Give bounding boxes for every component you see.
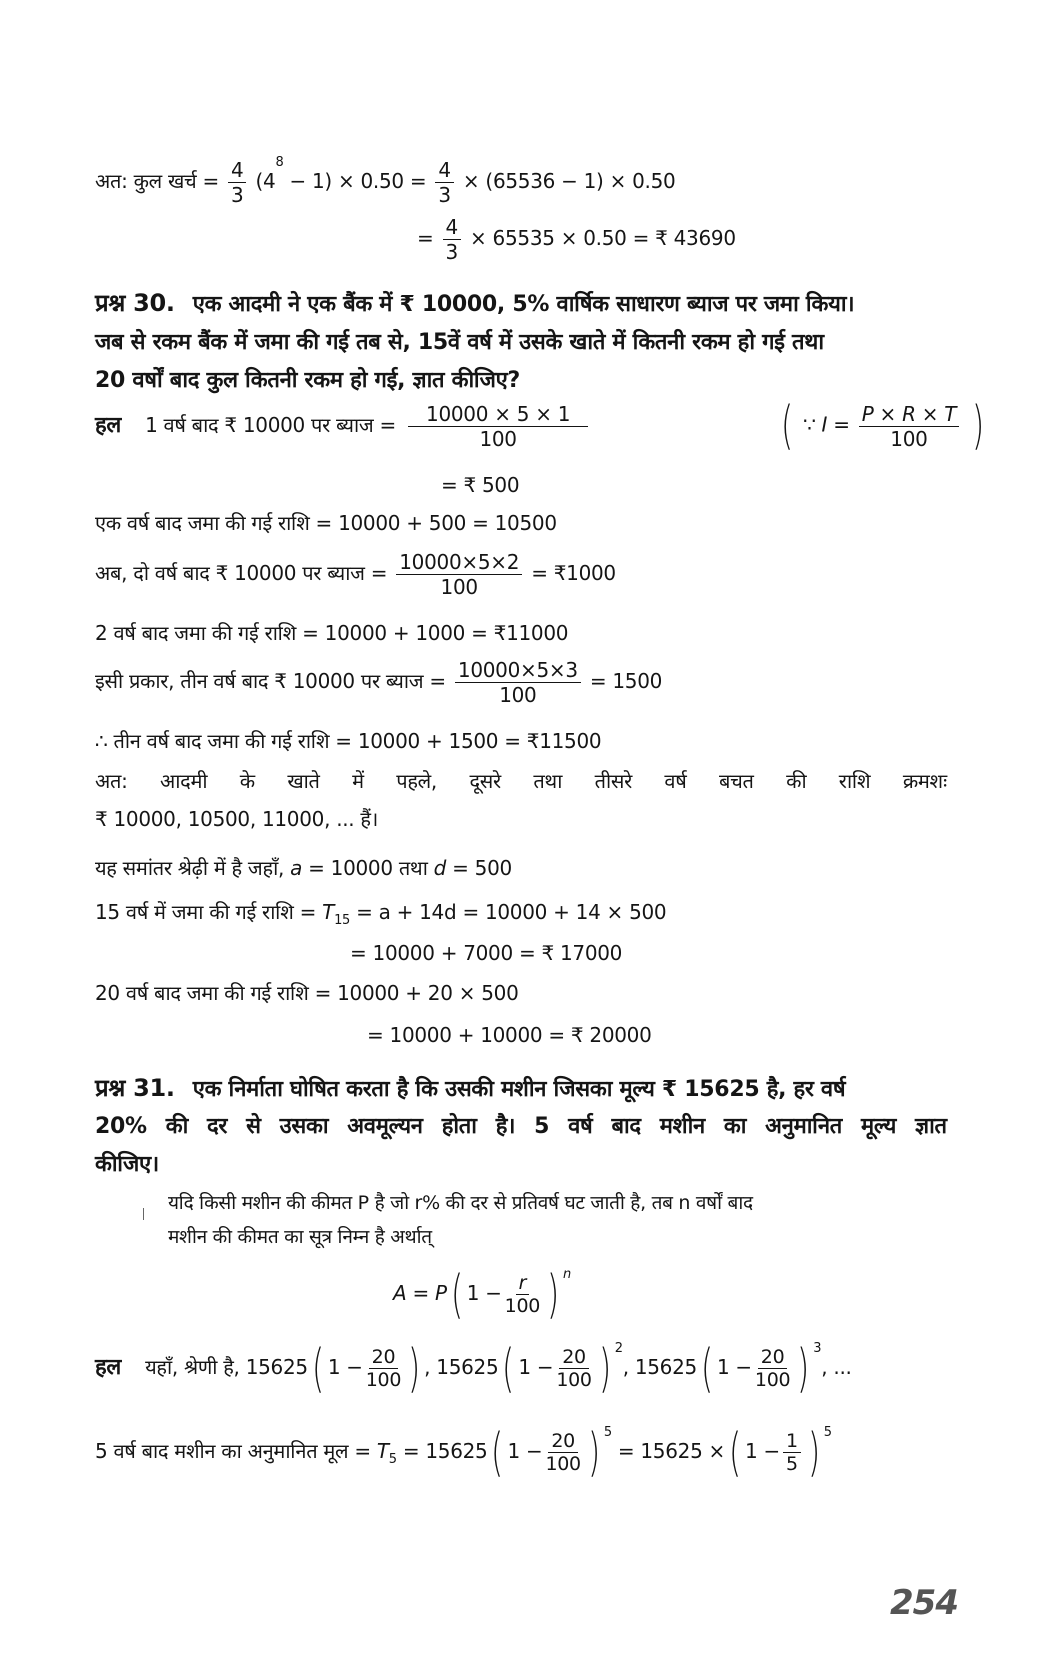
left-paren: ( bbox=[311, 1338, 324, 1399]
exponent: 5 bbox=[603, 1425, 612, 1440]
denominator: 100 bbox=[556, 1369, 592, 1391]
right-paren: ) bbox=[797, 1338, 810, 1399]
text: 1 − bbox=[507, 1439, 543, 1463]
word: मशीन bbox=[659, 1114, 705, 1139]
denominator: 3 bbox=[438, 183, 451, 207]
right-paren: ) bbox=[972, 396, 985, 456]
numerator: 10000×5×2 bbox=[396, 550, 522, 575]
question-label: प्रश्न 31. bbox=[95, 1074, 175, 1102]
q30-s13 bbox=[367, 1022, 652, 1048]
q30-line-2 bbox=[95, 330, 824, 356]
q30-s10 bbox=[95, 899, 666, 934]
left-paren: ( bbox=[700, 1338, 713, 1399]
text: 20 वर्ष बाद जमा की गई राशि = 10000 + 20 × 500 bbox=[95, 981, 519, 1005]
exponent: 2 bbox=[614, 1341, 623, 1356]
numerator: 1 bbox=[783, 1430, 801, 1453]
text: = bbox=[417, 226, 434, 250]
fraction bbox=[783, 1430, 801, 1475]
denominator: 100 bbox=[499, 683, 537, 707]
q31-line-3 bbox=[95, 1152, 159, 1178]
solution-label: हल bbox=[95, 1355, 121, 1380]
prev-answer-line-2 bbox=[417, 215, 736, 264]
text: अब, दो वर्ष बाद ₹ 10000 पर ब्याज = bbox=[95, 561, 388, 585]
q30-solution-step-1 bbox=[95, 402, 591, 451]
right-paren: ) bbox=[547, 1264, 560, 1325]
variable-d: d bbox=[433, 856, 447, 880]
word: अनुमानित bbox=[765, 1114, 842, 1139]
word: से bbox=[246, 1114, 261, 1139]
text: = bbox=[354, 1439, 371, 1463]
numerator: 10000 × 5 × 1 bbox=[408, 402, 588, 427]
fraction bbox=[505, 1272, 540, 1317]
text: 1 − bbox=[745, 1439, 780, 1463]
text: 5 वर्ष बाद मशीन का अनुमानित मूल bbox=[95, 1439, 349, 1463]
fraction bbox=[366, 1346, 401, 1391]
word: बचत bbox=[718, 769, 754, 793]
numerator: 4 bbox=[435, 158, 453, 183]
left-paren: ( bbox=[450, 1264, 463, 1325]
exponent: n bbox=[563, 1267, 571, 1282]
word: का bbox=[723, 1114, 747, 1139]
note-text: यदि किसी मशीन की कीमत P है जो r% की दर से प्रतिवर्ष घट जाती है, तब n वर्षों बाद bbox=[168, 1192, 753, 1214]
numerator: 4 bbox=[228, 158, 246, 183]
word: दर bbox=[207, 1114, 228, 1139]
word: तीसरे bbox=[594, 769, 632, 793]
question-text: जब से रकम बैंक में जमा की गई तब से, 15वें वर्ष में उसके खाते में कितनी रकम हो गई तथा bbox=[95, 330, 824, 355]
numerator: P × R × T bbox=[859, 402, 959, 427]
fraction bbox=[443, 215, 461, 264]
denominator: 100 bbox=[479, 427, 517, 451]
fraction bbox=[859, 402, 959, 451]
interest-formula bbox=[777, 396, 988, 456]
denominator: 3 bbox=[231, 183, 244, 207]
formula-lhs: A = P bbox=[393, 1281, 447, 1305]
text: 1 − bbox=[716, 1355, 752, 1379]
numerator: 10000×5×3 bbox=[455, 658, 581, 683]
text: = 10000 तथा bbox=[308, 856, 428, 880]
denominator: 100 bbox=[545, 1453, 581, 1475]
right-paren: ) bbox=[807, 1422, 820, 1483]
text: 1 − bbox=[327, 1355, 363, 1379]
word: तथा bbox=[533, 769, 563, 793]
word: पहले, bbox=[396, 769, 437, 793]
fraction bbox=[396, 550, 522, 599]
text: , ... bbox=[821, 1355, 852, 1379]
text: एक वर्ष बाद जमा की गई राशि = 10000 + 500 = 10500 bbox=[95, 511, 557, 535]
word: राशि bbox=[838, 769, 871, 793]
word: के bbox=[239, 769, 255, 793]
word: 20% bbox=[95, 1114, 147, 1139]
denominator: 3 bbox=[445, 240, 458, 264]
text: (4 bbox=[255, 169, 276, 193]
word: है। bbox=[495, 1114, 516, 1139]
q30-line-1 bbox=[95, 290, 854, 318]
question-label: प्रश्न 30. bbox=[95, 289, 175, 317]
fraction bbox=[556, 1346, 591, 1391]
fraction bbox=[455, 658, 581, 707]
word: की bbox=[165, 1114, 189, 1139]
exponent: 3 bbox=[813, 1341, 822, 1356]
subscript: 5 bbox=[388, 1452, 397, 1467]
left-paren: ( bbox=[729, 1422, 742, 1483]
fraction bbox=[545, 1430, 580, 1475]
prev-answer-line-1 bbox=[95, 150, 675, 207]
fraction bbox=[755, 1346, 790, 1391]
q31-final bbox=[95, 1420, 832, 1483]
variable-T: T bbox=[322, 900, 335, 924]
text: ₹ 10000, 10500, 11000, ... हैं। bbox=[95, 807, 379, 831]
text: × (65536 − 1) × 0.50 bbox=[462, 169, 676, 193]
text: यह समांतर श्रेढ़ी में है जहाँ, bbox=[95, 856, 285, 880]
question-text: कीजिए। bbox=[95, 1152, 159, 1177]
text: = 500 bbox=[452, 856, 512, 880]
word: दूसरे bbox=[469, 769, 501, 793]
numerator: 4 bbox=[443, 215, 461, 240]
left-paren: ( bbox=[491, 1422, 504, 1483]
left-paren: ( bbox=[781, 396, 793, 456]
q30-line-3 bbox=[95, 368, 520, 394]
text: 1 − bbox=[466, 1281, 502, 1305]
page-number: 254 bbox=[890, 1583, 958, 1623]
fraction bbox=[408, 402, 588, 451]
fraction bbox=[435, 158, 453, 207]
text: 15625 bbox=[634, 1355, 697, 1379]
numerator: 20 bbox=[369, 1346, 399, 1369]
right-paren: ) bbox=[587, 1422, 600, 1483]
fraction bbox=[228, 158, 246, 207]
word: में bbox=[352, 769, 364, 793]
text: 15625 bbox=[245, 1355, 308, 1379]
text: = 15625 bbox=[402, 1439, 488, 1463]
left-paren: ( bbox=[502, 1338, 515, 1399]
text: = a + 14d = 10000 + 14 × 500 bbox=[356, 900, 667, 924]
depreciation-formula bbox=[393, 1262, 571, 1325]
q31-line-1 bbox=[95, 1075, 845, 1103]
q31-solution-series: हल यहाँ, श्रेणी है, 15625( 1 − $\frac{20}{100}$ ) , 15625( 1 − $\frac{20}{100}$ ) $^2$, 15625( 1 − $\frac{20}{100}$ ) $^3$, ... bbox=[95, 1338, 852, 1399]
word: अवमूल्यन bbox=[347, 1114, 423, 1139]
text: 2 वर्ष बाद जमा की गई राशि = 10000 + 1000 = ₹11000 bbox=[95, 621, 569, 645]
denominator: 100 bbox=[440, 575, 478, 599]
numerator: 20 bbox=[548, 1430, 578, 1453]
denominator: 100 bbox=[754, 1369, 791, 1391]
numerator: 20 bbox=[559, 1346, 589, 1369]
text: × 65535 × 0.50 = ₹ 43690 bbox=[470, 226, 736, 250]
exponent: 5 bbox=[823, 1425, 832, 1440]
text: ∴ तीन वर्ष बाद जमा की गई राशि = 10000 + 1500 = ₹11500 bbox=[95, 729, 602, 753]
text: − 1) × 0.50 = bbox=[289, 169, 427, 193]
text: इसी प्रकार, तीन वर्ष बाद ₹ 10000 पर ब्याज = bbox=[95, 669, 446, 693]
variable-T: T bbox=[376, 1439, 389, 1463]
numerator: r bbox=[516, 1272, 530, 1295]
q30-s4 bbox=[95, 620, 568, 646]
q30-s7 bbox=[95, 768, 947, 794]
q31-line-2 bbox=[95, 1114, 947, 1140]
question-text: एक आदमी ने एक बैंक में ₹ 10000, 5% वार्षिक साधारण ब्याज पर जमा किया। bbox=[192, 292, 855, 317]
q31-note-line-2 bbox=[168, 1224, 432, 1250]
word: क्रमशः bbox=[902, 769, 947, 793]
numerator: 20 bbox=[758, 1346, 788, 1369]
text: अत: कुल खर्च = bbox=[95, 169, 219, 193]
exponent: 8 bbox=[275, 155, 284, 170]
question-text: एक निर्माता घोषित करता है कि उसकी मशीन जिसका मूल्य ₹ 15625 है, हर वर्ष bbox=[192, 1077, 846, 1102]
text: 15 वर्ष में जमा की गई राशि = bbox=[95, 900, 317, 924]
word: बाद bbox=[611, 1114, 641, 1139]
word: होता bbox=[441, 1114, 477, 1139]
word: अत: bbox=[95, 769, 128, 793]
q30-s9 bbox=[95, 855, 512, 881]
word: उसका bbox=[279, 1114, 329, 1139]
variable-a: a bbox=[290, 856, 303, 880]
q30-s8 bbox=[95, 806, 378, 832]
denominator: 100 bbox=[890, 426, 928, 451]
right-paren: ) bbox=[408, 1338, 421, 1399]
q30-s12 bbox=[95, 980, 519, 1006]
word: ज्ञात bbox=[915, 1114, 947, 1139]
q30-s3 bbox=[95, 550, 616, 599]
word: आदमी bbox=[160, 769, 208, 793]
word: वर्ष bbox=[568, 1114, 593, 1139]
q30-s1-result bbox=[441, 472, 519, 498]
text: यहाँ, श्रेणी है, bbox=[145, 1355, 240, 1379]
text: = ₹ 500 bbox=[441, 473, 520, 497]
denominator: 100 bbox=[365, 1369, 402, 1391]
text: = ₹1000 bbox=[531, 561, 616, 585]
q30-s5 bbox=[95, 658, 662, 707]
denominator: 5 bbox=[785, 1453, 798, 1475]
subscript: 15 bbox=[334, 913, 351, 928]
text: = 10000 + 7000 = ₹ 17000 bbox=[350, 941, 623, 965]
text: = 15625 × bbox=[617, 1439, 726, 1463]
word: 5 bbox=[534, 1114, 550, 1139]
text: 15625 bbox=[436, 1355, 499, 1379]
denominator: 100 bbox=[504, 1295, 541, 1317]
q30-s11 bbox=[350, 940, 622, 966]
q31-note-line-1 bbox=[168, 1190, 753, 1216]
question-text: 20 वर्षों बाद कुल कितनी रकम हो गई, ज्ञात कीजिए? bbox=[95, 368, 520, 393]
q30-s6 bbox=[95, 728, 601, 754]
word: खाते bbox=[287, 769, 320, 793]
word: की bbox=[786, 769, 807, 793]
word: मूल्य bbox=[860, 1114, 897, 1139]
text: = 1500 bbox=[589, 669, 663, 693]
text: 1 − bbox=[518, 1355, 554, 1379]
right-paren: ) bbox=[598, 1338, 611, 1399]
text: 1 वर्ष बाद ₹ 10000 पर ब्याज = bbox=[145, 413, 396, 437]
text: ∵ I = bbox=[803, 412, 850, 437]
word: वर्ष bbox=[664, 769, 687, 793]
q30-s2 bbox=[95, 510, 557, 536]
text: = 10000 + 10000 = ₹ 20000 bbox=[367, 1023, 652, 1047]
solution-label: हल bbox=[95, 413, 121, 438]
note-text: मशीन की कीमत का सूत्र निम्न है अर्थात् bbox=[168, 1226, 432, 1248]
margin-mark bbox=[143, 1208, 144, 1220]
